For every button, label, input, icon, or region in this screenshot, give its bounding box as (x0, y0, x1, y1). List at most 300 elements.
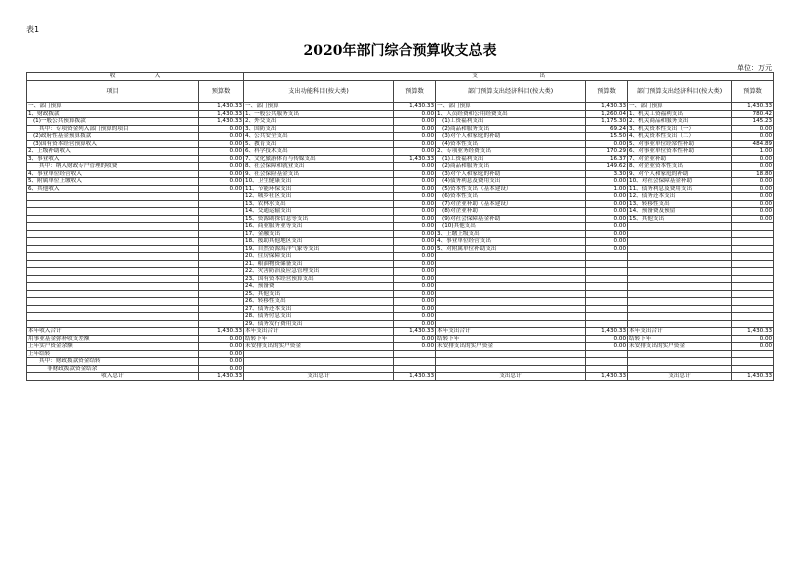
item-cell: (7)对企业补助（基本建设） (436, 200, 586, 208)
amount-cell: 0.00 (394, 313, 436, 321)
item-cell (27, 305, 199, 313)
item-cell: 一、部门预算 (27, 103, 199, 111)
item-cell: (1)工资福利支出 (436, 155, 586, 163)
amount-cell (199, 275, 244, 283)
item-cell: 1、人员经费和公用经费支出 (436, 110, 586, 118)
amount-cell: 0.00 (586, 343, 628, 351)
amount-cell (732, 268, 774, 276)
amount-cell: 780.42 (732, 110, 774, 118)
item-cell: 18、援助其他地区支出 (244, 238, 394, 246)
amount-cell: 0.00 (732, 185, 774, 193)
amount-cell: 1,430.33 (586, 328, 628, 336)
amount-cell: 1,430.33 (732, 328, 774, 336)
amount-cell (732, 275, 774, 283)
amount-cell: 1,430.33 (199, 373, 244, 381)
item-cell: 结转下年 (628, 335, 732, 343)
amount-cell: 0.00 (732, 125, 774, 133)
table-row (27, 230, 774, 238)
item-cell: 29、债务发行费用支出 (244, 320, 394, 328)
item-cell: (3)对个人和家庭的补助 (436, 170, 586, 178)
item-cell (628, 305, 732, 313)
amount-cell: 0.00 (586, 193, 628, 201)
item-cell: 结转下年 (244, 335, 394, 343)
amount-cell: 0.00 (199, 140, 244, 148)
item-cell: (9)对社会保障基金补助 (436, 215, 586, 223)
table-row (27, 215, 774, 223)
amount-cell: 0.00 (394, 215, 436, 223)
item-cell (27, 298, 199, 306)
item-cell: 支出总计 (436, 373, 586, 381)
section-header-row (27, 73, 774, 81)
item-cell: (1)一般公共预算拨款 (27, 118, 199, 126)
amount-cell: 0.00 (199, 163, 244, 171)
item-cell: 一、部门预算 (244, 103, 394, 111)
item-cell (436, 365, 586, 373)
item-cell: 上年结转 (27, 350, 199, 358)
item-cell: 11、节能环保支出 (244, 185, 394, 193)
table-row (27, 223, 774, 231)
amount-cell: 0.00 (394, 140, 436, 148)
item-cell (436, 305, 586, 313)
item-cell: 1、机关工资福利支出 (628, 110, 732, 118)
item-cell: 19、自然资源海洋气象等支出 (244, 245, 394, 253)
amount-cell: 0.00 (394, 110, 436, 118)
amount-cell (199, 320, 244, 328)
amount-cell (199, 283, 244, 291)
table-row (27, 193, 774, 201)
expense-section-header: 支 出 (244, 73, 774, 81)
amount-cell: 0.00 (394, 290, 436, 298)
column-header: 项目 (27, 81, 199, 103)
item-cell: 8、对企业资本性支出 (628, 163, 732, 171)
item-cell (27, 320, 199, 328)
amount-cell: 0.00 (732, 343, 774, 351)
amount-cell: 0.00 (199, 335, 244, 343)
item-cell (628, 358, 732, 366)
amount-cell (586, 313, 628, 321)
amount-cell: 1,430.33 (586, 373, 628, 381)
item-cell (436, 350, 586, 358)
amount-cell: 0.00 (394, 163, 436, 171)
amount-cell (732, 365, 774, 373)
amount-cell: 0.00 (732, 193, 774, 201)
item-cell: 7、对企业补助 (628, 155, 732, 163)
amount-cell: 0.00 (732, 215, 774, 223)
amount-cell: 1,430.33 (199, 110, 244, 118)
item-cell: 2、上级补助收入 (27, 148, 199, 156)
amount-cell: 1,175.30 (586, 118, 628, 126)
amount-cell: 0.00 (586, 238, 628, 246)
item-cell: 一、部门预算 (628, 103, 732, 111)
item-cell (27, 200, 199, 208)
amount-cell (732, 245, 774, 253)
item-cell: 5、对附属单位补助支出 (436, 245, 586, 253)
amount-cell: 1,430.33 (586, 103, 628, 111)
item-cell: 10、卫生健康支出 (244, 178, 394, 186)
table-row (27, 320, 774, 328)
table-row (27, 155, 774, 163)
amount-cell: 0.00 (394, 208, 436, 216)
item-cell: 3、事业收入 (27, 155, 199, 163)
table-row (27, 103, 774, 111)
item-cell: 支出总计 (244, 373, 394, 381)
amount-cell: 0.00 (199, 365, 244, 373)
table-row (27, 238, 774, 246)
item-cell (27, 223, 199, 231)
item-cell: 未安排支出的实户资金 (436, 343, 586, 351)
amount-cell (199, 260, 244, 268)
amount-cell: 0.00 (586, 215, 628, 223)
item-cell (436, 268, 586, 276)
item-cell (628, 320, 732, 328)
amount-cell: 0.00 (586, 230, 628, 238)
amount-cell: 149.62 (586, 163, 628, 171)
amount-cell: 484.89 (732, 140, 774, 148)
item-cell: 9、社会保险基金支出 (244, 170, 394, 178)
amount-cell: 0.00 (394, 343, 436, 351)
item-cell: 14、交通运输支出 (244, 208, 394, 216)
amount-cell (732, 358, 774, 366)
item-cell: 本年收入合计 (27, 328, 199, 336)
item-cell (628, 350, 732, 358)
item-cell: 上年实户资金余额 (27, 343, 199, 351)
item-cell: 未安排支出的实户资金 (628, 343, 732, 351)
amount-cell (199, 238, 244, 246)
table-row (27, 170, 774, 178)
amount-cell (586, 350, 628, 358)
column-header: 部门预算支出经济科目(按大类) (436, 81, 586, 103)
table-row (27, 283, 774, 291)
item-cell: 16、商业服务业等支出 (244, 223, 394, 231)
amount-cell (199, 223, 244, 231)
amount-cell (586, 260, 628, 268)
item-cell: (2)政府性基金预算拨款 (27, 133, 199, 141)
amount-cell: 0.00 (199, 170, 244, 178)
item-cell: (3)对个人和家庭的补助 (436, 133, 586, 141)
item-cell (436, 358, 586, 366)
amount-cell: 0.00 (586, 140, 628, 148)
item-cell: 24、预备费 (244, 283, 394, 291)
amount-cell: 0.00 (586, 200, 628, 208)
amount-cell: 0.00 (394, 298, 436, 306)
income-section-header: 收 入 (27, 73, 244, 81)
amount-cell (732, 260, 774, 268)
amount-cell: 0.00 (394, 185, 436, 193)
amount-cell: 0.00 (199, 155, 244, 163)
amount-cell: 1,430.33 (732, 373, 774, 381)
item-cell (27, 283, 199, 291)
item-cell (244, 358, 394, 366)
item-cell: 9、对个人和家庭的补助 (628, 170, 732, 178)
amount-cell (732, 283, 774, 291)
amount-cell: 0.00 (586, 223, 628, 231)
item-cell: (10)其他支出 (436, 223, 586, 231)
amount-cell: 0.00 (394, 305, 436, 313)
amount-cell (199, 253, 244, 261)
item-cell: 3、上缴上级支出 (436, 230, 586, 238)
table-row (27, 268, 774, 276)
item-cell: 结转下年 (436, 335, 586, 343)
amount-cell: 0.00 (394, 133, 436, 141)
item-cell: (2)商品和服务支出 (436, 125, 586, 133)
item-cell: (4)资本性支出 (436, 140, 586, 148)
item-cell: 其中：纳入财政专户管理的收费 (27, 163, 199, 171)
item-cell: 6、对事业单位资本性补助 (628, 148, 732, 156)
item-cell (27, 290, 199, 298)
item-cell: 15、其他支出 (628, 215, 732, 223)
item-cell (27, 215, 199, 223)
item-cell (244, 350, 394, 358)
document-label: 表1 (26, 25, 40, 34)
amount-cell: 1,430.33 (394, 155, 436, 163)
amount-cell: 0.00 (732, 208, 774, 216)
item-cell: 本年支出合计 (436, 328, 586, 336)
table-row (27, 358, 774, 366)
amount-cell: 0.00 (732, 133, 774, 141)
amount-cell (586, 290, 628, 298)
item-cell (628, 268, 732, 276)
amount-cell: 1,430.33 (394, 373, 436, 381)
item-cell (628, 365, 732, 373)
amount-cell: 1,430.33 (732, 103, 774, 111)
column-header: 预算数 (199, 81, 244, 103)
item-cell: 12、城乡社区支出 (244, 193, 394, 201)
item-cell: 非财政拨款资金结余 (27, 365, 199, 373)
item-cell: 13、转移性支出 (628, 200, 732, 208)
table-row (27, 253, 774, 261)
amount-cell (199, 230, 244, 238)
item-cell (628, 275, 732, 283)
amount-cell: 0.00 (199, 358, 244, 366)
table-row (27, 298, 774, 306)
item-cell: 17、金融支出 (244, 230, 394, 238)
amount-cell (394, 350, 436, 358)
amount-cell: 0.00 (394, 245, 436, 253)
item-cell: (1)工资福利支出 (436, 118, 586, 126)
amount-cell (199, 193, 244, 201)
item-cell: 4、事业单位经营收入 (27, 170, 199, 178)
column-header: 部门预算支出经济科目(按大类) (628, 81, 732, 103)
item-cell (27, 260, 199, 268)
amount-cell: 0.00 (732, 200, 774, 208)
amount-cell: 1.00 (732, 148, 774, 156)
item-cell: 21、粮油物资储备支出 (244, 260, 394, 268)
amount-cell (586, 268, 628, 276)
amount-cell: 1,430.33 (199, 118, 244, 126)
amount-cell: 0.00 (199, 125, 244, 133)
amount-cell: 0.00 (394, 170, 436, 178)
amount-cell (732, 230, 774, 238)
amount-cell (199, 290, 244, 298)
amount-cell: 0.00 (586, 178, 628, 186)
amount-cell (586, 365, 628, 373)
item-cell (436, 313, 586, 321)
amount-cell: 0.00 (199, 178, 244, 186)
amount-cell: 0.00 (394, 200, 436, 208)
item-cell: 1、财政拨款 (27, 110, 199, 118)
item-cell: 4、公共安全支出 (244, 133, 394, 141)
table-row (27, 313, 774, 321)
item-cell: 3、国防支出 (244, 125, 394, 133)
item-cell: 2、机关商品和服务支出 (628, 118, 732, 126)
table-row (27, 163, 774, 171)
amount-cell: 1,430.33 (199, 328, 244, 336)
item-cell: 28、债务付息支出 (244, 313, 394, 321)
amount-cell: 0.00 (394, 178, 436, 186)
table-row (27, 328, 774, 336)
item-cell: 4、事业单位经营支出 (436, 238, 586, 246)
amount-cell (732, 223, 774, 231)
item-cell: 4、机关资本性支出（二） (628, 133, 732, 141)
amount-cell: 1,430.33 (394, 328, 436, 336)
budget-summary-table (26, 72, 774, 381)
amount-cell (586, 298, 628, 306)
item-cell: 27、债务还本支出 (244, 305, 394, 313)
amount-cell (199, 200, 244, 208)
item-cell: (6)资本性支出 (436, 193, 586, 201)
item-cell: 收入总计 (27, 373, 199, 381)
amount-cell (199, 305, 244, 313)
amount-cell: 15.50 (586, 133, 628, 141)
amount-cell: 0.00 (199, 185, 244, 193)
table-row (27, 178, 774, 186)
item-cell: 1、一般公共服务支出 (244, 110, 394, 118)
item-cell: 6、其他收入 (27, 185, 199, 193)
item-cell (436, 298, 586, 306)
amount-cell: 0.00 (394, 193, 436, 201)
table-row (27, 200, 774, 208)
item-cell (628, 245, 732, 253)
column-header: 预算数 (394, 81, 436, 103)
amount-cell (732, 305, 774, 313)
amount-cell: 0.00 (394, 118, 436, 126)
table-row (27, 290, 774, 298)
item-cell: 22、灾害防治及应急管理支出 (244, 268, 394, 276)
amount-cell: 0.00 (394, 268, 436, 276)
item-cell: 25、其他支出 (244, 290, 394, 298)
item-cell (436, 260, 586, 268)
item-cell (27, 313, 199, 321)
item-cell: 一、部门预算 (436, 103, 586, 111)
amount-cell: 0.00 (394, 230, 436, 238)
amount-cell (586, 305, 628, 313)
amount-cell (394, 365, 436, 373)
item-cell: (2)商品和服务支出 (436, 163, 586, 171)
table-row (27, 275, 774, 283)
amount-cell (732, 313, 774, 321)
item-cell: (4)债务利息及费用支出 (436, 178, 586, 186)
table-row (27, 343, 774, 351)
item-cell (628, 283, 732, 291)
table-row (27, 133, 774, 141)
amount-cell: 0.00 (199, 350, 244, 358)
item-cell (27, 268, 199, 276)
amount-cell: 145.23 (732, 118, 774, 126)
item-cell: 26、转移性支出 (244, 298, 394, 306)
page-title: 2020年部门综合预算收支总表 (303, 43, 497, 59)
item-cell (436, 320, 586, 328)
item-cell (244, 365, 394, 373)
column-header: 支出功能科目(按大类) (244, 81, 394, 103)
item-cell: 5、附属单位上缴收入 (27, 178, 199, 186)
item-cell: 23、国有资本经营预算支出 (244, 275, 394, 283)
item-cell: 其中：专项资金列入部门预算的项目 (27, 125, 199, 133)
amount-cell: 1,430.33 (199, 103, 244, 111)
amount-cell: 0.00 (732, 163, 774, 171)
item-cell: (5)资本性支出（基本建设） (436, 185, 586, 193)
amount-cell: 69.24 (586, 125, 628, 133)
item-cell (628, 260, 732, 268)
item-cell: 本年支出合计 (244, 328, 394, 336)
table-row (27, 350, 774, 358)
column-header: 预算数 (586, 81, 628, 103)
item-cell: 14、预备费及预留 (628, 208, 732, 216)
amount-cell: 0.00 (394, 125, 436, 133)
amount-cell: 0.00 (732, 178, 774, 186)
item-cell (436, 275, 586, 283)
amount-cell: 0.00 (394, 148, 436, 156)
amount-cell: 18.80 (732, 170, 774, 178)
amount-cell (732, 320, 774, 328)
amount-cell: 16.37 (586, 155, 628, 163)
amount-cell (199, 208, 244, 216)
amount-cell: 0.00 (199, 343, 244, 351)
table-row (27, 245, 774, 253)
item-cell (436, 253, 586, 261)
item-cell: 其中：财政拨款资金结转 (27, 358, 199, 366)
amount-cell: 1.00 (586, 185, 628, 193)
item-cell (436, 283, 586, 291)
amount-cell: 0.00 (394, 223, 436, 231)
item-cell (27, 230, 199, 238)
amount-cell: 0.00 (732, 335, 774, 343)
item-cell: 本年支出合计 (628, 328, 732, 336)
table-row (27, 125, 774, 133)
item-cell (628, 313, 732, 321)
amount-cell: 0.00 (586, 335, 628, 343)
amount-cell: 0.00 (199, 148, 244, 156)
amount-cell: 170.29 (586, 148, 628, 156)
amount-cell: 3.30 (586, 170, 628, 178)
table-row (27, 148, 774, 156)
item-cell: 13、农林水支出 (244, 200, 394, 208)
item-cell (628, 253, 732, 261)
amount-cell (586, 320, 628, 328)
item-cell: 5、教育支出 (244, 140, 394, 148)
amount-cell (586, 283, 628, 291)
amount-cell (586, 253, 628, 261)
amount-cell (586, 358, 628, 366)
amount-cell: 0.00 (732, 155, 774, 163)
amount-cell (394, 358, 436, 366)
item-cell: 未安排支出的实户资金 (244, 343, 394, 351)
item-cell: 6、科学技术支出 (244, 148, 394, 156)
table-row (27, 373, 774, 381)
amount-cell (586, 275, 628, 283)
amount-cell: 0.00 (394, 335, 436, 343)
amount-cell (199, 313, 244, 321)
item-cell: 用事业基金弥补收支差额 (27, 335, 199, 343)
item-cell (27, 208, 199, 216)
amount-cell: 0.00 (586, 208, 628, 216)
amount-cell (199, 298, 244, 306)
amount-cell: 0.00 (586, 245, 628, 253)
amount-cell (199, 245, 244, 253)
table-row (27, 118, 774, 126)
item-cell: 20、住房保障支出 (244, 253, 394, 261)
item-cell: 12、债务还本支出 (628, 193, 732, 201)
amount-cell (732, 350, 774, 358)
